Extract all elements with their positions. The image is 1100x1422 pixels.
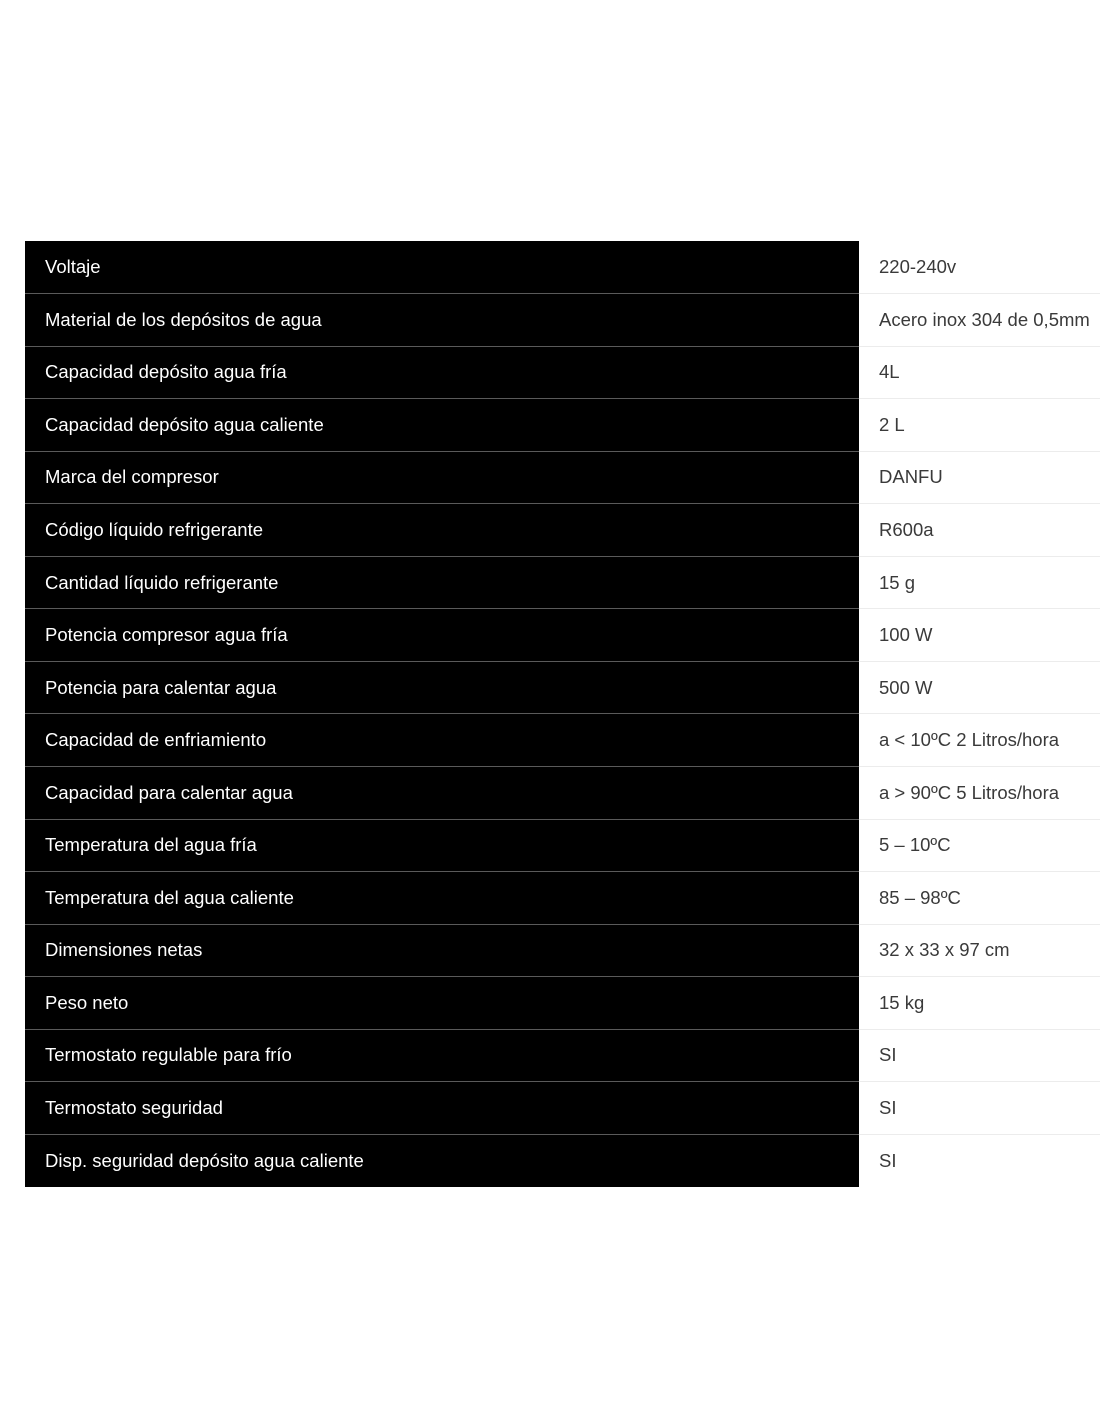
spec-row-marca-compresor (25, 451, 1100, 504)
spec-row-termostato-frio (25, 1029, 1100, 1082)
spec-row-capacidad-agua-caliente (25, 399, 1100, 452)
spec-row-cantidad-refrigerante (25, 556, 1100, 609)
spec-label: Material de los depósitos de agua (25, 294, 859, 347)
spec-label: Dimensiones netas (25, 924, 859, 977)
spec-value: SI (859, 1134, 1100, 1187)
spec-value: 100 W (859, 609, 1100, 662)
spec-label: Cantidad líquido refrigerante (25, 556, 859, 609)
specifications-table (25, 241, 1100, 1187)
spec-value: 15 kg (859, 977, 1100, 1030)
spec-label: Termostato regulable para frío (25, 1029, 859, 1082)
spec-label: Capacidad depósito agua caliente (25, 399, 859, 452)
spec-value: a < 10ºC 2 Litros/hora (859, 714, 1100, 767)
spec-row-termostato-seguridad (25, 1082, 1100, 1135)
spec-row-potencia-calentar (25, 661, 1100, 714)
spec-value: 15 g (859, 556, 1100, 609)
spec-row-voltaje (25, 241, 1100, 294)
spec-row-material-depositos (25, 294, 1100, 347)
spec-row-capacidad-calentar (25, 766, 1100, 819)
spec-value: SI (859, 1082, 1100, 1135)
spec-label: Potencia compresor agua fría (25, 609, 859, 662)
spec-label: Código líquido refrigerante (25, 504, 859, 557)
spec-value: 5 – 10ºC (859, 819, 1100, 872)
specifications-body (25, 241, 1100, 1187)
spec-label: Capacidad para calentar agua (25, 766, 859, 819)
spec-label: Capacidad de enfriamiento (25, 714, 859, 767)
spec-label: Temperatura del agua caliente (25, 872, 859, 925)
spec-row-peso (25, 977, 1100, 1030)
spec-value: 500 W (859, 661, 1100, 714)
spec-row-dimensiones (25, 924, 1100, 977)
spec-value: 4L (859, 346, 1100, 399)
spec-value: 220-240v (859, 241, 1100, 294)
spec-label: Temperatura del agua fría (25, 819, 859, 872)
spec-value: 32 x 33 x 97 cm (859, 924, 1100, 977)
spec-value: R600a (859, 504, 1100, 557)
spec-value: SI (859, 1029, 1100, 1082)
spec-value: a > 90ºC 5 Litros/hora (859, 766, 1100, 819)
spec-label: Capacidad depósito agua fría (25, 346, 859, 399)
spec-label: Disp. seguridad depósito agua caliente (25, 1134, 859, 1187)
spec-row-codigo-refrigerante (25, 504, 1100, 557)
spec-value: DANFU (859, 451, 1100, 504)
spec-row-disp-seguridad (25, 1134, 1100, 1187)
spec-label: Termostato seguridad (25, 1082, 859, 1135)
spec-label: Potencia para calentar agua (25, 661, 859, 714)
spec-label: Voltaje (25, 241, 859, 294)
spec-row-temperatura-fria (25, 819, 1100, 872)
spec-row-temperatura-caliente (25, 872, 1100, 925)
spec-value: 2 L (859, 399, 1100, 452)
spec-label: Marca del compresor (25, 451, 859, 504)
spec-value: 85 – 98ºC (859, 872, 1100, 925)
spec-label: Peso neto (25, 977, 859, 1030)
spec-row-potencia-compresor (25, 609, 1100, 662)
spec-value: Acero inox 304 de 0,5mm (859, 294, 1100, 347)
spec-row-capacidad-enfriamiento (25, 714, 1100, 767)
spec-row-capacidad-agua-fria (25, 346, 1100, 399)
